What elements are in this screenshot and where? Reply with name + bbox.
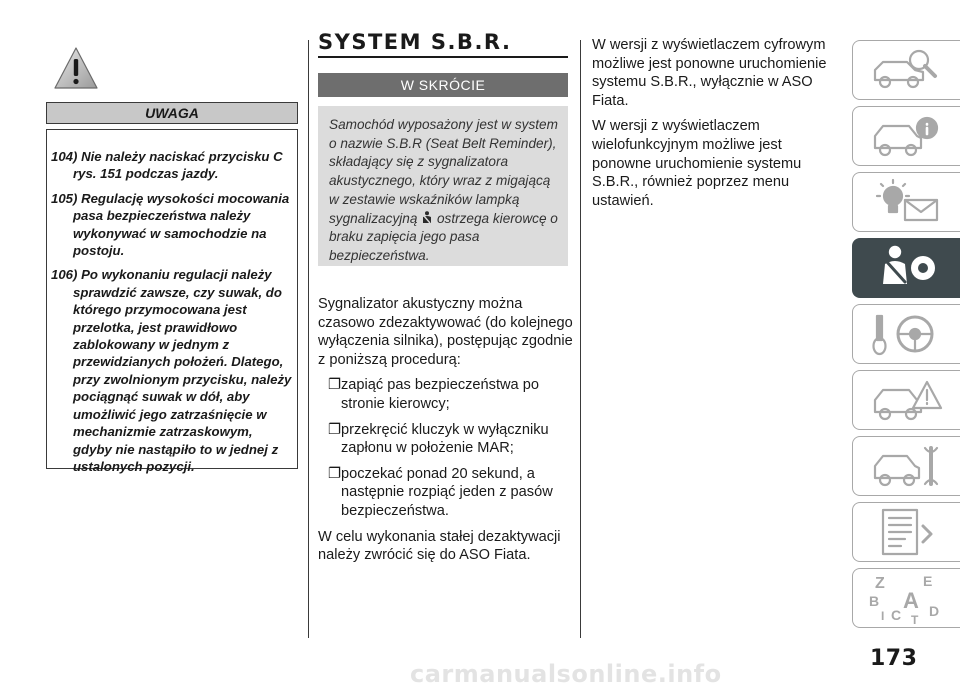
lights-envelope-icon [867,176,947,228]
alphabet-index-icon [867,572,947,624]
index-letter: A [902,588,919,613]
summary-text: ostrzega kierowcę o braku zapięcia jego pasa bezpieczeństwa. [329,210,558,263]
seatbelt-warning-icon [421,211,433,225]
checkbox-bullet-icon: ❐ [328,465,342,482]
index-letter: T [910,613,918,624]
checkbox-bullet-icon: ❐ [328,421,342,438]
warning-item: 105) Regulację wysokości mocowania pasa bezpieczeństwa należy wykonywać w samochodzie na postoju. [51,190,290,259]
page-number: 173 [870,646,918,671]
index-letter: C [890,607,901,623]
summary-text: Samochód wyposażony jest w system o nazwie S.B.R (Seat Belt Reminder), składający się z sygnalizatora akustycznego, który wraz z migającą w zestawie wskaźników lampką sygnalizacyjną [329,117,558,226]
warning-item: 106) Po wykonaniu regulacji należy sprawdzić zawsze, czy suwak, do którego przymocowana jest przelotka, jest prawidłowo zablokowany w jednym z przewidzianych położeń. Dlatego, przy zwolnionym przycisku, należy pociągnąć suwak w dół, aby umożliwić jego zatrzaśnięcie w mechanizmie zatrzaskowym, gdyby nie nastąpiło to w jednej z ustalonych pozycji. [51,267,292,474]
intro-paragraph: Sygnalizator akustyczny można czasowo zdezaktywować (do kolejnego wyłączenia silnika), postępując zgodnie z poniższą procedurą: [318,296,573,368]
car-wrench-icon [867,440,947,492]
seatbelt-airbag-icon [867,242,947,294]
tab-technical-data[interactable] [852,502,960,562]
tab-car-knowledge[interactable] [852,40,960,100]
index-letter: B [868,593,879,609]
tab-emergency[interactable] [852,370,960,430]
paragraph: W wersji z wyświetlaczem cyfrowym możliwe jest ponowne uruchomienie systemu S.B.R., wyłącznie w ASO Fiata. [592,37,827,109]
summary-box [318,106,568,266]
document-list-icon [867,506,947,558]
section-title: SYSTEM S.B.R. [318,30,568,58]
outro-paragraph: W celu wykonania stałej dezaktywacji należy zwrócić się do ASO Fiata. [318,528,561,564]
car-magnifier-icon [867,44,947,96]
tab-index[interactable] [852,568,960,628]
procedure-text [318,295,574,572]
warning-box [46,129,298,474]
index-letter: D [928,603,939,619]
warning-title: UWAGA [46,102,298,124]
index-letter: Z [874,575,885,592]
column-divider [308,40,309,638]
tab-starting-driving[interactable] [852,304,960,364]
car-info-icon [867,110,947,162]
paragraph: W wersji z wyświetlaczem wielofunkcyjnym możliwe jest ponowne uruchomienie systemu S.B.R., również poprzez menu ustawień. [592,118,802,209]
list-item: ❐przekręcić kluczyk w wyłączniku zapłonu w położenie MAR; [328,421,549,457]
index-letter: E [922,573,932,589]
tab-safety[interactable] [852,238,960,298]
tab-dashboard[interactable] [852,106,960,166]
watermark: carmanualsonline.info [410,660,722,686]
list-item: ❐poczekać ponad 20 sekund, a następnie rozpiąć jeden z pasów bezpieczeństwa. [328,465,553,519]
list-item: ❐zapiąć pas bezpieczeństwa po stronie kierowcy; [328,377,539,412]
chapter-tabs [852,40,960,634]
index-letter: I [880,609,884,623]
checkbox-bullet-icon: ❐ [328,377,342,394]
column-divider [580,40,581,638]
tab-maintenance[interactable] [852,436,960,496]
warning-item: 104) Nie należy naciskać przycisku C rys. 151 podczas jazdy. [51,149,283,182]
warning-triangle-icon [53,46,99,92]
summary-title: W SKRÓCIE [318,73,568,97]
key-steering-wheel-icon [867,308,947,360]
warning-triangle-icon [867,374,947,426]
tab-lights[interactable] [852,172,960,232]
right-column-text [592,36,842,217]
